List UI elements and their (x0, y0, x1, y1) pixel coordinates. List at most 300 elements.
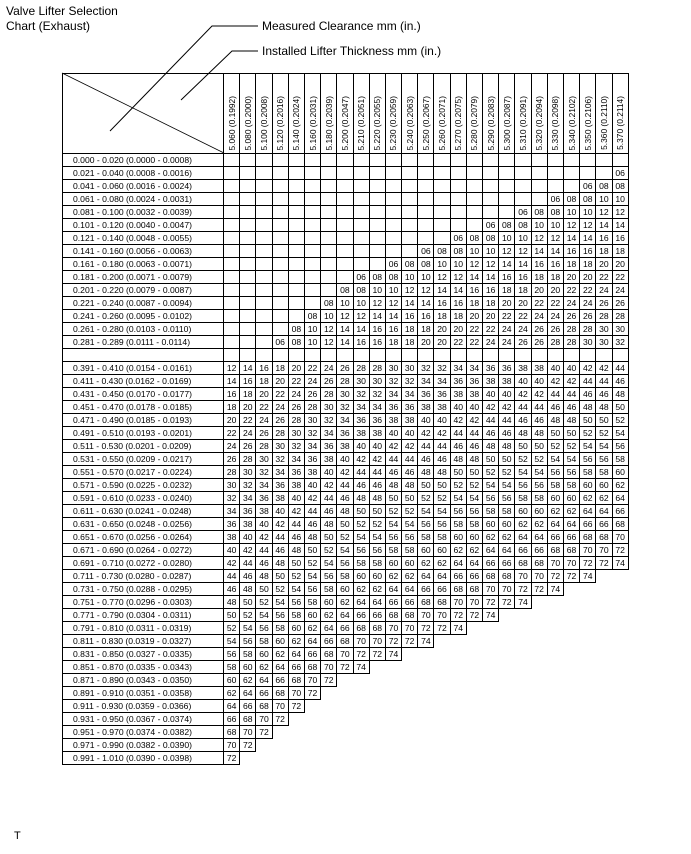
lifter-number-cell: 50 (596, 414, 612, 427)
lifter-number-cell: 62 (402, 570, 418, 583)
lifter-number-cell: 18 (580, 258, 596, 271)
lifter-number-cell: 38 (385, 414, 401, 427)
lifter-number-cell: 18 (466, 297, 482, 310)
lifter-number-cell: 60 (288, 622, 304, 635)
lifter-number-cell: 06 (353, 271, 369, 284)
lifter-number-cell: 52 (531, 453, 547, 466)
footer-mark: T (14, 830, 21, 842)
lifter-number-cell: 16 (402, 310, 418, 323)
clearance-range-label: 0.891 - 0.910 (0.0351 - 0.0358) (63, 687, 224, 700)
lifter-number-cell: 56 (418, 518, 434, 531)
lifter-number-cell: 22 (515, 310, 531, 323)
lifter-number-cell: 50 (337, 518, 353, 531)
clearance-range-label: 0.281 - 0.289 (0.0111 - 0.0114) (63, 336, 224, 349)
lifter-number-cell: 66 (272, 674, 288, 687)
lifter-number-cell: 42 (531, 388, 547, 401)
lifter-number-cell: 46 (483, 427, 499, 440)
lifter-number-cell: 30 (353, 375, 369, 388)
lifter-number-cell: 50 (353, 505, 369, 518)
lifter-number-cell: 64 (515, 531, 531, 544)
lifter-number-cell: 58 (531, 492, 547, 505)
lifter-number-cell: 32 (612, 336, 628, 349)
lifter-number-cell: 50 (515, 440, 531, 453)
lifter-number-cell: 52 (434, 492, 450, 505)
lifter-number-cell: 28 (288, 414, 304, 427)
lifter-number-cell: 54 (224, 635, 240, 648)
lifter-number-cell: 62 (466, 544, 482, 557)
lifter-number-cell: 36 (434, 388, 450, 401)
lifter-number-cell: 56 (563, 466, 579, 479)
lifter-number-cell: 50 (547, 427, 563, 440)
lifter-number-cell: 66 (596, 518, 612, 531)
clearance-range-label: 0.651 - 0.670 (0.0256 - 0.0264) (63, 531, 224, 544)
lifter-number-cell: 56 (515, 479, 531, 492)
lifter-number-cell: 48 (434, 466, 450, 479)
lifter-number-cell: 68 (612, 518, 628, 531)
lifter-number-cell: 46 (434, 453, 450, 466)
lifter-number-cell: 70 (612, 531, 628, 544)
lifter-number-cell: 12 (450, 271, 466, 284)
lifter-number-cell: 40 (321, 466, 337, 479)
lifter-number-cell: 24 (321, 362, 337, 375)
lifter-number-cell: 36 (450, 375, 466, 388)
lifter-number-cell: 30 (288, 427, 304, 440)
lifter-number-cell: 52 (385, 505, 401, 518)
lifter-number-cell: 36 (256, 492, 272, 505)
lifter-number-cell: 40 (240, 531, 256, 544)
lifter-number-cell: 68 (272, 687, 288, 700)
lifter-number-cell: 70 (402, 622, 418, 635)
lifter-number-cell: 38 (240, 518, 256, 531)
lifter-number-cell: 18 (402, 323, 418, 336)
lifter-number-cell: 62 (321, 609, 337, 622)
lifter-number-cell: 54 (418, 505, 434, 518)
lifter-number-cell: 48 (563, 414, 579, 427)
lifter-number-cell: 72 (515, 583, 531, 596)
lifter-number-cell: 26 (547, 323, 563, 336)
lifter-number-cell: 52 (240, 609, 256, 622)
lifter-number-cell: 16 (596, 232, 612, 245)
lifter-number-cell: 70 (369, 635, 385, 648)
lifter-number-cell: 46 (531, 414, 547, 427)
lifter-number-cell: 54 (369, 531, 385, 544)
lifter-number-cell: 32 (418, 362, 434, 375)
lifter-number-cell: 48 (272, 557, 288, 570)
lifter-number-cell: 44 (321, 492, 337, 505)
lifter-number-cell: 58 (450, 518, 466, 531)
lifter-number-cell: 68 (483, 570, 499, 583)
lifter-number-cell: 50 (256, 583, 272, 596)
lifter-number-cell: 60 (321, 596, 337, 609)
lifter-number-cell: 66 (224, 713, 240, 726)
lifter-number-cell: 66 (531, 544, 547, 557)
lifter-number-cell: 24 (547, 310, 563, 323)
lifter-number-cell: 66 (612, 505, 628, 518)
lifter-number-cell: 66 (466, 570, 482, 583)
lifter-number-cell: 60 (385, 557, 401, 570)
lifter-number-cell: 40 (515, 375, 531, 388)
lifter-number-cell: 34 (369, 401, 385, 414)
lifter-number-cell: 28 (580, 323, 596, 336)
lifter-number-cell: 46 (515, 414, 531, 427)
lifter-number-cell: 42 (321, 479, 337, 492)
lifter-number-cell: 10 (612, 193, 628, 206)
lifter-number-cell: 70 (450, 596, 466, 609)
lifter-number-cell: 74 (385, 648, 401, 661)
lifter-number-cell: 30 (256, 453, 272, 466)
lifter-number-cell: 72 (353, 648, 369, 661)
lifter-number-cell: 28 (563, 323, 579, 336)
lifter-number-cell: 24 (580, 297, 596, 310)
lifter-number-cell: 40 (402, 427, 418, 440)
lifter-number-cell: 16 (580, 245, 596, 258)
clearance-range-label: 0.000 - 0.020 (0.0000 - 0.0008) (63, 154, 224, 167)
clearance-range-label: 0.711 - 0.730 (0.0280 - 0.0287) (63, 570, 224, 583)
lifter-number-cell: 42 (466, 414, 482, 427)
lifter-number-cell: 54 (547, 453, 563, 466)
lifter-number-cell: 36 (402, 401, 418, 414)
clearance-range-label: 0.261 - 0.280 (0.0103 - 0.0110) (63, 323, 224, 336)
lifter-number-cell: 54 (385, 518, 401, 531)
lifter-number-cell: 28 (224, 466, 240, 479)
lifter-number-cell: 08 (434, 245, 450, 258)
lifter-number-cell: 34 (224, 505, 240, 518)
lifter-number-cell: 58 (321, 583, 337, 596)
lifter-number-cell: 64 (434, 570, 450, 583)
lifter-number-cell: 66 (418, 583, 434, 596)
column-header-label: 5.200 (0.2047) (339, 95, 350, 150)
lifter-number-cell: 16 (353, 336, 369, 349)
lifter-number-cell: 08 (612, 180, 628, 193)
lifter-number-cell: 54 (466, 492, 482, 505)
clearance-range-label: 0.121 - 0.140 (0.0048 - 0.0055) (63, 232, 224, 245)
lifter-number-cell: 46 (450, 440, 466, 453)
lifter-number-cell: 48 (580, 401, 596, 414)
lifter-number-cell: 62 (547, 505, 563, 518)
lifter-number-cell: 36 (353, 414, 369, 427)
clearance-range-label: 0.911 - 0.930 (0.0359 - 0.0366) (63, 700, 224, 713)
lifter-number-cell: 40 (369, 440, 385, 453)
lifter-number-cell: 42 (547, 375, 563, 388)
lifter-number-cell: 54 (304, 570, 320, 583)
column-header-label: 5.120 (0.2016) (275, 95, 286, 150)
lifter-number-cell: 42 (304, 492, 320, 505)
lifter-number-cell: 14 (385, 310, 401, 323)
lifter-number-cell: 44 (483, 414, 499, 427)
lifter-number-cell: 22 (531, 297, 547, 310)
lifter-number-cell: 50 (499, 453, 515, 466)
lifter-number-cell: 42 (288, 505, 304, 518)
lifter-number-cell: 14 (353, 323, 369, 336)
lifter-number-cell: 46 (337, 492, 353, 505)
lifter-number-cell: 44 (418, 440, 434, 453)
lifter-number-cell: 66 (563, 531, 579, 544)
lifter-number-cell: 20 (515, 297, 531, 310)
lifter-number-cell: 10 (499, 232, 515, 245)
lifter-number-cell: 26 (256, 427, 272, 440)
lifter-number-cell: 74 (515, 596, 531, 609)
lifter-number-cell: 42 (515, 388, 531, 401)
lifter-number-cell: 16 (499, 271, 515, 284)
lifter-number-cell: 08 (450, 245, 466, 258)
clearance-range-label: 0.491 - 0.510 (0.0193 - 0.0201) (63, 427, 224, 440)
lifter-number-cell: 38 (515, 362, 531, 375)
lifter-number-cell: 74 (580, 570, 596, 583)
lifter-number-cell: 14 (466, 271, 482, 284)
lifter-number-cell: 38 (450, 388, 466, 401)
lifter-number-cell: 18 (563, 258, 579, 271)
lifter-number-cell: 44 (531, 401, 547, 414)
clearance-range-label: 0.691 - 0.710 (0.0272 - 0.0280) (63, 557, 224, 570)
lifter-number-cell: 28 (304, 401, 320, 414)
lifter-number-cell: 08 (321, 297, 337, 310)
lifter-number-cell: 48 (547, 414, 563, 427)
lifter-number-cell: 42 (272, 518, 288, 531)
lifter-number-cell: 46 (596, 388, 612, 401)
clearance-range-label: 0.181 - 0.200 (0.0071 - 0.0079) (63, 271, 224, 284)
lifter-number-cell: 52 (272, 583, 288, 596)
lifter-number-cell: 64 (353, 596, 369, 609)
column-header-label: 5.140 (0.2024) (291, 95, 302, 150)
clearance-range-label: 0.931 - 0.950 (0.0367 - 0.0374) (63, 713, 224, 726)
lifter-number-cell: 68 (256, 700, 272, 713)
lifter-number-cell: 08 (580, 193, 596, 206)
lifter-number-cell: 68 (224, 726, 240, 739)
column-header-label: 5.270 (0.2075) (453, 95, 464, 150)
lifter-number-cell: 44 (385, 453, 401, 466)
lifter-number-cell: 10 (450, 258, 466, 271)
lifter-number-cell: 62 (434, 557, 450, 570)
lifter-number-cell: 40 (483, 388, 499, 401)
lifter-number-cell: 20 (418, 336, 434, 349)
lifter-number-cell: 36 (369, 414, 385, 427)
lifter-number-cell: 26 (531, 323, 547, 336)
lifter-number-cell: 70 (466, 596, 482, 609)
lifter-number-cell: 72 (369, 648, 385, 661)
lifter-number-cell: 64 (288, 648, 304, 661)
lifter-number-cell: 14 (240, 362, 256, 375)
lifter-number-cell: 40 (450, 401, 466, 414)
lifter-number-cell: 68 (466, 583, 482, 596)
lifter-number-cell: 60 (240, 661, 256, 674)
lifter-number-cell: 36 (499, 362, 515, 375)
lifter-number-cell: 36 (240, 505, 256, 518)
lifter-number-cell: 54 (353, 531, 369, 544)
lifter-number-cell: 70 (580, 544, 596, 557)
lifter-number-cell: 34 (304, 440, 320, 453)
lifter-number-cell: 72 (272, 713, 288, 726)
lifter-number-cell: 62 (418, 557, 434, 570)
lifter-number-cell: 16 (224, 388, 240, 401)
lifter-number-cell: 50 (612, 401, 628, 414)
lifter-number-cell: 44 (353, 466, 369, 479)
lifter-number-cell: 52 (466, 479, 482, 492)
lifter-number-cell: 08 (288, 336, 304, 349)
lifter-number-cell: 46 (563, 401, 579, 414)
lifter-number-cell: 64 (547, 518, 563, 531)
lifter-number-cell: 54 (483, 479, 499, 492)
lifter-number-cell: 08 (596, 180, 612, 193)
lifter-number-cell: 42 (224, 557, 240, 570)
lifter-number-cell: 26 (563, 310, 579, 323)
lifter-number-cell: 52 (450, 479, 466, 492)
lifter-number-cell: 24 (256, 414, 272, 427)
column-header-label: 5.220 (0.2055) (372, 95, 383, 150)
lifter-number-cell: 14 (580, 232, 596, 245)
lifter-number-cell: 42 (596, 362, 612, 375)
lifter-number-cell: 38 (224, 531, 240, 544)
lifter-number-cell: 54 (563, 453, 579, 466)
lifter-number-cell: 46 (353, 479, 369, 492)
lifter-number-cell: 52 (563, 440, 579, 453)
lifter-number-cell: 32 (385, 375, 401, 388)
lifter-number-cell: 30 (596, 323, 612, 336)
lifter-number-cell: 20 (580, 271, 596, 284)
measured-clearance-callout: Measured Clearance mm (in.) (262, 19, 421, 33)
lifter-number-cell: 68 (369, 622, 385, 635)
lifter-number-cell: 72 (256, 726, 272, 739)
lifter-number-cell: 12 (483, 258, 499, 271)
lifter-number-cell: 40 (466, 401, 482, 414)
clearance-range-label: 0.551 - 0.570 (0.0217 - 0.0224) (63, 466, 224, 479)
lifter-number-cell: 70 (434, 609, 450, 622)
lifter-number-cell: 72 (563, 570, 579, 583)
lifter-number-cell: 62 (304, 622, 320, 635)
lifter-number-cell: 56 (466, 505, 482, 518)
lifter-number-cell: 46 (272, 544, 288, 557)
clearance-range-label: 0.791 - 0.810 (0.0311 - 0.0319) (63, 622, 224, 635)
lifter-number-cell: 16 (531, 258, 547, 271)
lifter-number-cell: 20 (434, 336, 450, 349)
clearance-range-label: 0.451 - 0.470 (0.0178 - 0.0185) (63, 401, 224, 414)
lifter-number-cell: 06 (547, 193, 563, 206)
lifter-number-cell: 48 (224, 596, 240, 609)
lifter-number-cell: 52 (580, 427, 596, 440)
lifter-number-cell: 36 (483, 362, 499, 375)
lifter-number-cell: 50 (434, 479, 450, 492)
lifter-number-cell: 18 (434, 310, 450, 323)
lifter-number-cell: 14 (483, 271, 499, 284)
lifter-number-cell: 42 (563, 375, 579, 388)
lifter-number-cell: 70 (240, 726, 256, 739)
lifter-number-cell: 54 (402, 518, 418, 531)
lifter-number-cell: 38 (353, 427, 369, 440)
lifter-number-cell: 36 (466, 375, 482, 388)
lifter-number-cell: 68 (402, 609, 418, 622)
lifter-number-cell: 28 (563, 336, 579, 349)
lifter-number-cell: 14 (337, 323, 353, 336)
lifter-number-cell: 06 (612, 167, 628, 180)
lifter-number-cell: 20 (531, 284, 547, 297)
clearance-range-label: 0.771 - 0.790 (0.0304 - 0.0311) (63, 609, 224, 622)
lifter-number-cell: 22 (596, 271, 612, 284)
lifter-number-cell: 24 (304, 375, 320, 388)
lifter-number-cell: 24 (272, 401, 288, 414)
lifter-number-cell: 42 (337, 466, 353, 479)
lifter-number-cell: 14 (515, 258, 531, 271)
column-header-label: 5.370 (0.2114) (615, 96, 626, 150)
lifter-number-cell: 08 (531, 206, 547, 219)
lifter-number-cell: 38 (321, 453, 337, 466)
lifter-number-cell: 56 (596, 453, 612, 466)
lifter-number-cell: 24 (596, 284, 612, 297)
lifter-number-cell: 42 (402, 440, 418, 453)
column-header-label: 5.160 (0.2031) (307, 95, 318, 150)
lifter-number-cell: 26 (321, 375, 337, 388)
clearance-range-label: 0.411 - 0.430 (0.0162 - 0.0169) (63, 375, 224, 388)
lifter-number-cell: 08 (288, 323, 304, 336)
lifter-number-cell: 46 (304, 518, 320, 531)
lifter-number-cell: 36 (272, 479, 288, 492)
lifter-number-cell: 62 (563, 505, 579, 518)
lifter-number-cell: 10 (304, 323, 320, 336)
lifter-number-cell: 46 (321, 505, 337, 518)
lifter-number-cell: 16 (418, 310, 434, 323)
lifter-number-cell: 58 (385, 544, 401, 557)
lifter-number-cell: 64 (563, 518, 579, 531)
lifter-number-cell: 18 (483, 297, 499, 310)
lifter-number-cell: 48 (466, 453, 482, 466)
lifter-number-cell: 20 (612, 258, 628, 271)
lifter-number-cell: 10 (596, 193, 612, 206)
lifter-number-cell: 56 (240, 635, 256, 648)
lifter-number-cell: 52 (596, 427, 612, 440)
lifter-number-cell: 28 (353, 362, 369, 375)
lifter-number-cell: 54 (240, 622, 256, 635)
lifter-number-cell: 60 (499, 518, 515, 531)
clearance-range-label: 0.101 - 0.120 (0.0040 - 0.0047) (63, 219, 224, 232)
lifter-number-cell: 16 (515, 271, 531, 284)
lifter-number-cell: 60 (369, 570, 385, 583)
lifter-number-cell: 70 (353, 635, 369, 648)
clearance-range-label: 0.201 - 0.220 (0.0079 - 0.0087) (63, 284, 224, 297)
lifter-number-cell: 60 (466, 531, 482, 544)
column-header-label: 5.260 (0.2071) (437, 95, 448, 150)
lifter-number-cell: 14 (418, 297, 434, 310)
lifter-number-cell: 06 (483, 219, 499, 232)
lifter-number-cell: 64 (256, 674, 272, 687)
lifter-number-cell: 08 (418, 258, 434, 271)
lifter-number-cell: 20 (240, 401, 256, 414)
lifter-number-cell: 34 (272, 466, 288, 479)
lifter-number-cell: 40 (288, 492, 304, 505)
lifter-number-cell: 08 (353, 284, 369, 297)
lifter-number-cell: 64 (369, 596, 385, 609)
lifter-number-cell: 62 (240, 674, 256, 687)
lifter-number-cell: 56 (385, 531, 401, 544)
lifter-number-cell: 56 (353, 544, 369, 557)
lifter-number-cell: 60 (596, 479, 612, 492)
lifter-number-cell: 64 (450, 557, 466, 570)
lifter-number-cell: 42 (240, 544, 256, 557)
lifter-number-cell: 58 (466, 518, 482, 531)
clearance-range-label: 0.971 - 0.990 (0.0382 - 0.0390) (63, 739, 224, 752)
lifter-number-cell: 66 (499, 557, 515, 570)
lifter-number-cell: 58 (256, 635, 272, 648)
lifter-number-cell: 10 (563, 206, 579, 219)
lifter-number-cell: 18 (256, 375, 272, 388)
lifter-number-cell: 08 (369, 271, 385, 284)
lifter-number-cell: 36 (224, 518, 240, 531)
lifter-number-cell: 60 (612, 466, 628, 479)
lifter-number-cell: 08 (337, 284, 353, 297)
lifter-number-cell: 58 (353, 557, 369, 570)
lifter-number-cell: 38 (256, 505, 272, 518)
clearance-range-label: 0.061 - 0.080 (0.0024 - 0.0031) (63, 193, 224, 206)
lifter-number-cell: 70 (224, 739, 240, 752)
lifter-number-cell: 54 (612, 427, 628, 440)
lifter-number-cell: 38 (337, 440, 353, 453)
